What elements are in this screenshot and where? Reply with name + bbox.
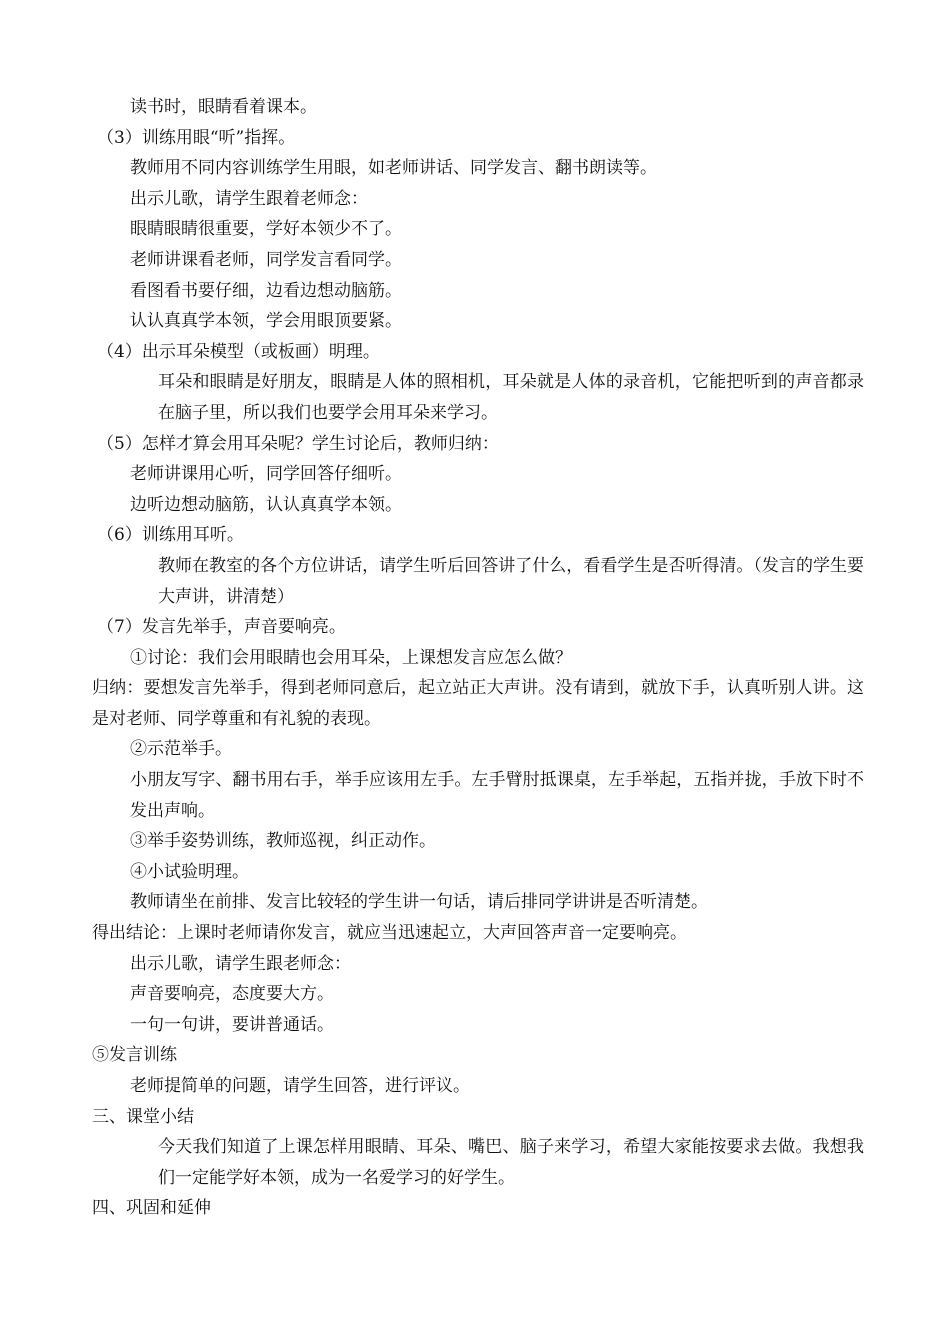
text-paragraph: 耳朵和眼睛是好朋友，眼睛是人体的照相机，耳朵就是人体的录音机，它能把听到的声音都录在脑子里，所以我们也要学会用耳朵来学习。 [158, 372, 864, 423]
text-line: 教师用不同内容训练学生用眼，如老师讲话、同学发言、翻书朗读等。 [130, 158, 657, 179]
text-line: 教师请坐在前排、发言比较轻的学生讲一句话，请后排同学讲讲是否听清楚。 [130, 892, 708, 913]
text-line: （5）怎样才算会用耳朵呢？学生讨论后，教师归纳： [97, 433, 499, 454]
text-line: ④小试验明理。 [130, 861, 249, 882]
text-line: 四、巩固和延伸 [92, 1198, 211, 1219]
text-line: 认认真真学本领，学会用眼顶要紧。 [130, 311, 402, 332]
text-line: 看图看书要仔细，边看边想动脑筋。 [130, 280, 402, 301]
text-line: 读书时，眼睛看着课本。 [130, 97, 317, 117]
text-line: ③举手姿势训练，教师巡视，纠正动作。 [130, 831, 436, 852]
text-line: 一句一句讲，要讲普通话。 [130, 1014, 334, 1035]
text-paragraph: 教师在教室的各个方位讲话，请学生听后回答讲了什么，看看学生是否听得清。（发言的学生要大声讲，讲清楚） [158, 555, 864, 607]
text-line: ②示范举手。 [130, 739, 232, 760]
text-paragraph: 小朋友写字、翻书用右手，举手应该用左手。左手臂肘抵课桌，左手举起，五指并拢，手放下时不发出声响。 [130, 770, 864, 821]
text-line: ①讨论：我们会用眼睛也会用耳朵，上课想发言应怎么做？ [130, 647, 572, 668]
text-line: 声音要响亮，态度要大方。 [130, 984, 334, 1005]
text-line: ⑤发言训练 [92, 1045, 177, 1066]
text-line: （7）发言先举手，声音要响亮。 [97, 617, 346, 638]
text-line: 边听边想动脑筋，认认真真学本领。 [130, 494, 402, 515]
text-line: 老师讲课用心听，同学回答仔细听。 [130, 464, 402, 485]
text-line: 出示儿歌，请学生跟着老师念： [130, 188, 368, 209]
document-body [92, 92, 864, 1224]
text-line: 老师讲课看老师，同学发言看同学。 [130, 249, 402, 270]
text-line: （6）训练用耳听。 [97, 525, 244, 546]
text-paragraph: 归纳：要想发言先举手，得到老师同意后，起立站正大声讲。没有请到，就放下手，认真听别人讲。这是对老师、同学尊重和有礼貌的表现。 [92, 678, 864, 729]
text-line: 眼睛眼睛很重要，学好本领少不了。 [130, 219, 402, 240]
text-line: 老师提简单的问题，请学生回答，进行评议。 [130, 1076, 470, 1096]
text-line: 出示儿歌，请学生跟老师念： [130, 953, 351, 974]
text-line: （3）训练用眼“听”指挥。 [97, 127, 296, 148]
text-paragraph: 今天我们知道了上课怎样用眼睛、耳朵、嘴巴、脑子来学习，希望大家能按要求去做。我想我们一定能学好本领，成为一名爱学习的好学生。 [158, 1137, 864, 1188]
text-line: 得出结论：上课时老师请你发言，就应当迅速起立，大声回答声音一定要响亮。 [92, 923, 687, 944]
text-line: （4）出示耳朵模型（或板画）明理。 [97, 341, 380, 362]
text-line: 三、课堂小结 [92, 1106, 194, 1127]
